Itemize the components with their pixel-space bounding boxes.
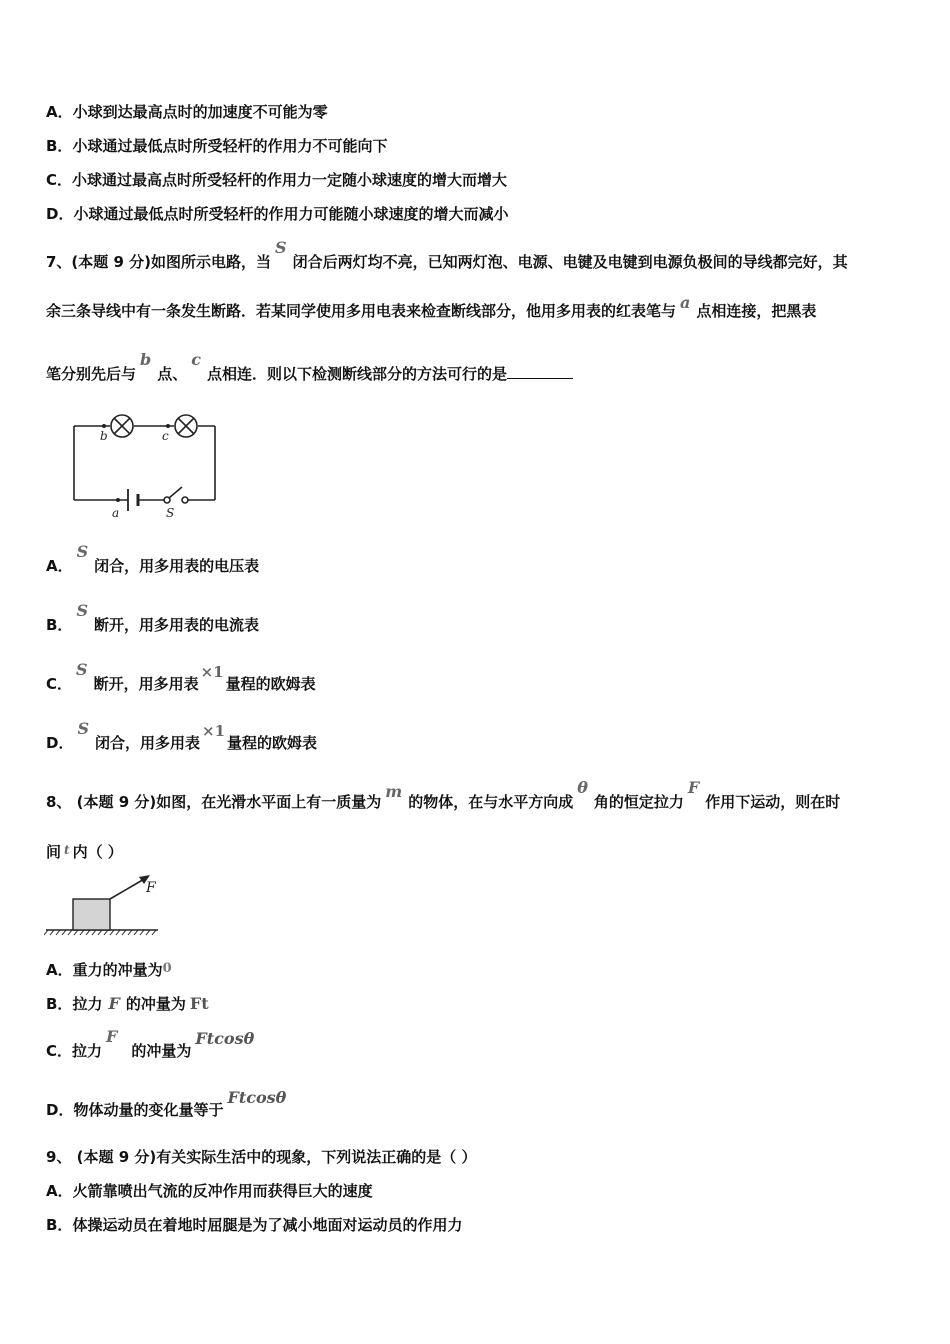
- q6-option-a: A．小球到达最高点时的加速度不可能为零: [46, 103, 328, 121]
- label-b: b: [100, 429, 108, 443]
- q7-option-c: C．S断开，用多用表×1量程的欧姆表: [46, 660, 316, 693]
- q6-option-c: C．小球通过最高点时所受轻杆的作用力一定随小球速度的增大而增大: [46, 171, 508, 189]
- q8-option-a: A．重力的冲量为0: [46, 961, 172, 979]
- q7-option-b: B．S断开，用多用表的电流表: [46, 601, 260, 634]
- q7-option-a: A．S闭合，用多用表的电压表: [46, 542, 260, 575]
- switch-icon: [164, 487, 188, 503]
- answer-blank: [507, 364, 573, 379]
- q7-stem-line1: 7、(本题 9 分)如图所示电路，当S闭合后两灯均不亮，已知两灯泡、电源、电键及电键到电源负极间的导线都完好，其: [46, 238, 848, 271]
- q8-stem-line2: 间 $^t$ 内（ ）: [46, 843, 123, 861]
- battery-icon: [128, 489, 138, 511]
- q9-option-a: A．火箭靠喷出气流的反冲作用而获得巨大的速度: [46, 1182, 373, 1200]
- q9-stem: 9、 (本题 9 分)有关实际生活中的现象，下列说法正确的是（ ）: [46, 1148, 477, 1166]
- var-a: a: [680, 293, 691, 312]
- circuit-diagram: [60, 405, 250, 525]
- var-c: c: [191, 350, 201, 369]
- q6-option-b: B．小球通过最低点时所受轻杆的作用力不可能向下: [46, 137, 388, 155]
- q9-option-b: B．体操运动员在着地时屈腿是为了减小地面对运动员的作用力: [46, 1216, 463, 1234]
- lamp-1-icon: [111, 415, 133, 437]
- q8-option-b: B．拉力 F 的冲量为 Ft: [46, 994, 209, 1013]
- q8-option-c: C．拉力F的冲量为Ftcosθ: [46, 1027, 255, 1060]
- var-s: S: [275, 238, 287, 257]
- label-s: S: [166, 506, 175, 520]
- block: [73, 899, 110, 930]
- lamp-2-icon: [175, 415, 197, 437]
- q8-option-d: D．物体动量的变化量等于Ftcosθ: [46, 1088, 287, 1119]
- node-c-dot: [166, 424, 170, 428]
- var-b: b: [140, 350, 152, 369]
- node-b-dot: [102, 424, 106, 428]
- block-force-diagram: [44, 868, 164, 938]
- q7-stem-line2: 余三条导线中有一条发生断路．若某同学使用多用电表来检查断线部分，他用多用表的红表笔与 a 点相连接，把黑表: [46, 293, 817, 320]
- label-a: a: [112, 506, 120, 520]
- force-arrow: [110, 878, 146, 899]
- q7-stem-line3: 笔分别先后与b点、c点相连．则以下检测断线部分的方法可行的是: [46, 364, 573, 384]
- q6-option-d: D．小球通过最低点时所受轻杆的作用力可能随小球速度的增大而减小: [46, 205, 509, 223]
- force-label: F: [146, 880, 156, 896]
- node-a-dot: [116, 498, 120, 502]
- q8-stem-line1: 8、 (本题 9 分)如图，在光滑水平面上有一质量为m的物体，在与水平方向成θ角的恒定拉力F作用下运动，则在时: [46, 778, 841, 811]
- q7-option-d: D．S闭合，用多用表×1量程的欧姆表: [46, 719, 318, 752]
- label-c: c: [162, 429, 169, 443]
